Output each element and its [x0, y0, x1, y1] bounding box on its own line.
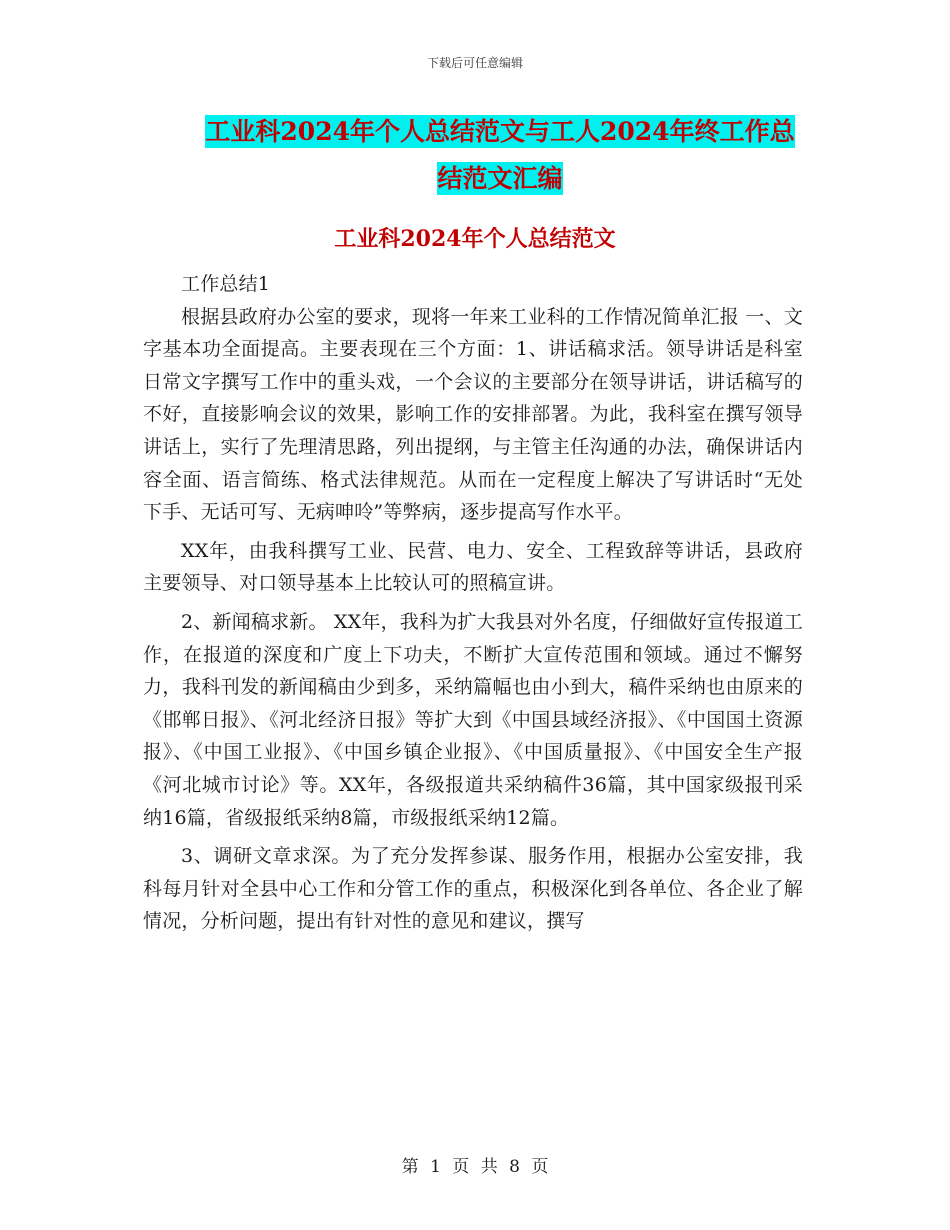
page-footer: 第 1 页 共 8 页 — [401, 1157, 549, 1177]
document-title-line-2: 结范文汇编 — [437, 164, 563, 193]
paragraph-heading: 工作总结1 — [181, 273, 271, 295]
document-title-line-1: 工业科2024年个人总结范文与工人2024年终工作总 — [205, 117, 795, 146]
paragraph: XX年，由我科撰写工业、民营、电力、安全、工程致辞等讲话，县政府主要领导、对口领导基本上比较认可的照稿宣讲。 — [143, 539, 803, 595]
document-title — [160, 108, 840, 202]
header-note: 下载后可任意编辑 — [426, 56, 523, 70]
document-body — [143, 268, 803, 938]
section-title: 工业科2024年个人总结范文 — [334, 226, 616, 252]
paragraph: 3、调研文章求深。为了充分发挥参谋、服务作用，根据办公室安排，我科每月针对全县中心工作和分管工作的重点，积极深化到各单位、各企业了解情况，分析问题，提出有针对性的意见和建议，撰写 — [143, 845, 803, 933]
paragraph: 2、新闻稿求新。 XX年，我科为扩大我县对外名度，仔细做好宣传报道工作，在报道的深度和广度上下功夫，不断扩大宣传范围和领域。通过不懈努力，我科刊发的新闻稿由少到多，采纳篇幅也由小到大，稿件采纳也由原来的《邯郸日报》、《河北经济日报》等扩大到《中国县域经济报》、《中国国土资源报》、《中国工业报》、《中国乡镇企业报》、《中国质量报》、《中国安全生产报《河北城市讨论》等。XX年，各级报道共采纳稿件36篇，其中国家级报刊采纳16篇，省级报纸采纳8篇，市级报纸采纳12篇。 — [143, 610, 803, 829]
paragraph: 根据县政府办公室的要求，现将一年来工业科的工作情况简单汇报 一、文字基本功全面提高。主要表现在三个方面：1、讲话稿求活。领导讲话是科室日常文字撰写工作中的重头戏，一个会议的主要部分在领导讲话，讲话稿写的不好，直接影响会议的效果，影响工作的安排部署。为此，我科室在撰写领导讲话上，实行了先理清思路，列出提纲，与主管主任沟通的办法，确保讲话内容全面、语言简练、格式法律规范。从而在一定程度上解决了写讲话时“无处下手、无话可写、无病呻呤”等弊病，逐步提高写作水平。 — [143, 305, 803, 524]
